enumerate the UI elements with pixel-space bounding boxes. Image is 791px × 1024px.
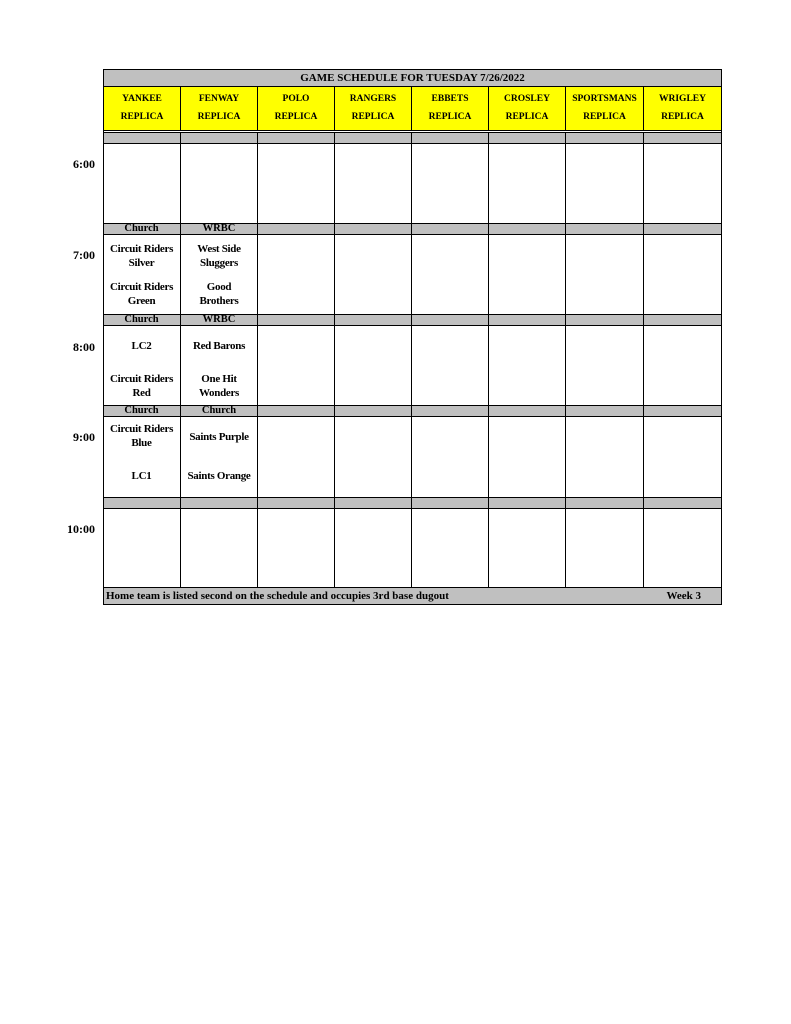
field-sub: REPLICA — [505, 112, 549, 122]
location-label: Church — [181, 406, 258, 416]
separator-cell — [489, 406, 566, 416]
team-name: LC2 — [131, 340, 152, 352]
field-cell — [258, 235, 335, 314]
field-cell — [103, 144, 181, 223]
game-entry — [103, 280, 180, 308]
separator-cell — [412, 498, 489, 508]
team-name: Circuit Riders — [109, 373, 174, 385]
time-label-9: 9:00 — [73, 430, 95, 444]
schedule-footer — [103, 587, 722, 605]
field-header-rangers — [335, 87, 412, 131]
game-entry — [103, 469, 180, 483]
team-name: Wonders — [198, 387, 240, 399]
field-cell — [566, 509, 644, 587]
separator-row — [103, 405, 722, 417]
field-cell — [566, 326, 644, 405]
field-name: FENWAY — [198, 94, 240, 104]
team-name: Blue — [131, 437, 152, 449]
game-entry — [181, 372, 257, 400]
field-cell — [335, 144, 412, 223]
location-label: Church — [103, 315, 181, 325]
team-name: Saints Orange — [187, 470, 251, 482]
game-entry — [103, 242, 180, 270]
field-header-crosley — [489, 87, 566, 131]
separator-row — [103, 223, 722, 235]
field-header-fenway — [181, 87, 258, 131]
separator-row — [103, 314, 722, 326]
game-entry — [103, 339, 180, 353]
separator-cell — [258, 133, 335, 143]
separator-cell — [335, 224, 412, 234]
time-block-6 — [103, 144, 722, 223]
field-cell — [566, 235, 644, 314]
field-cell-fenway — [181, 235, 258, 314]
separator-row — [103, 497, 722, 509]
game-entry — [181, 280, 257, 308]
separator-cell — [335, 498, 412, 508]
separator-cell — [566, 133, 644, 143]
separator-row — [103, 132, 722, 144]
field-header-polo — [258, 87, 335, 131]
field-name: SPORTSMANS — [572, 94, 637, 104]
field-cell — [489, 509, 566, 587]
field-cell-fenway — [181, 326, 258, 405]
field-sub: REPLICA — [197, 112, 241, 122]
separator-cell — [566, 315, 644, 325]
time-label-7: 7:00 — [73, 248, 95, 262]
separator-cell — [335, 406, 412, 416]
field-cell — [412, 509, 489, 587]
field-cell — [181, 509, 258, 587]
separator-cell — [489, 224, 566, 234]
time-block-8 — [103, 326, 722, 405]
field-header-wrigley — [644, 87, 722, 131]
separator-cell — [103, 498, 181, 508]
separator-cell — [412, 224, 489, 234]
field-header-sportsmans — [566, 87, 644, 131]
week-label: Week 3 — [666, 590, 701, 602]
schedule-table — [67, 69, 722, 605]
field-cell — [412, 144, 489, 223]
separator-cell — [103, 133, 181, 143]
schedule-title: GAME SCHEDULE FOR TUESDAY 7/26/2022 — [103, 69, 722, 87]
game-entry — [181, 430, 257, 444]
field-cell — [566, 417, 644, 497]
time-block-9 — [103, 417, 722, 497]
field-sub: REPLICA — [351, 112, 395, 122]
separator-cell — [489, 133, 566, 143]
table-border-right — [721, 69, 722, 605]
table-border-left — [103, 69, 104, 605]
field-sub: REPLICA — [583, 112, 626, 122]
game-entry — [181, 469, 257, 483]
team-name: One Hit — [201, 373, 237, 385]
location-label: WRBC — [181, 224, 258, 234]
team-name: West Side — [197, 243, 241, 255]
team-name: Circuit Riders — [109, 243, 174, 255]
time-block-7 — [103, 235, 722, 314]
separator-cell — [566, 498, 644, 508]
field-header-ebbets — [412, 87, 489, 131]
field-cell — [335, 235, 412, 314]
separator-cell — [412, 406, 489, 416]
separator-cell — [566, 406, 644, 416]
field-cell — [489, 235, 566, 314]
separator-cell — [258, 406, 335, 416]
separator-cell — [258, 224, 335, 234]
separator-cell — [412, 315, 489, 325]
team-name: Red Barons — [192, 340, 246, 352]
team-name: Good — [206, 281, 232, 293]
field-cell — [258, 144, 335, 223]
field-cell — [566, 144, 644, 223]
field-cell — [412, 235, 489, 314]
team-name: Saints Purple — [189, 431, 249, 443]
field-cell-yankee — [103, 326, 181, 405]
field-sub: REPLICA — [661, 112, 704, 122]
field-name: EBBETS — [431, 94, 469, 104]
team-name: Silver — [128, 257, 155, 269]
field-cell — [258, 509, 335, 587]
separator-cell — [335, 133, 412, 143]
field-name: YANKEE — [122, 94, 162, 104]
game-entry — [181, 339, 257, 353]
game-entry — [103, 372, 180, 400]
field-header-yankee — [103, 87, 181, 131]
time-label-8: 8:00 — [73, 340, 95, 354]
field-header-row — [103, 87, 722, 131]
separator-cell — [489, 315, 566, 325]
separator-cell — [412, 133, 489, 143]
separator-cell — [258, 498, 335, 508]
field-name: CROSLEY — [504, 94, 550, 104]
field-cell-yankee — [103, 235, 181, 314]
game-entry — [181, 242, 257, 270]
field-cell — [489, 144, 566, 223]
separator-cell — [181, 133, 258, 143]
field-name: POLO — [282, 94, 310, 104]
field-cell — [103, 509, 181, 587]
separator-cell — [258, 315, 335, 325]
team-name: LC1 — [131, 470, 152, 482]
field-cell-fenway — [181, 417, 258, 497]
field-sub: REPLICA — [120, 112, 164, 122]
team-name: Sluggers — [200, 257, 238, 269]
team-name: Red — [132, 387, 151, 399]
separator-cell — [566, 224, 644, 234]
field-name: RANGERS — [349, 94, 397, 104]
home-team-note: Home team is listed second on the schedule and occupies 3rd base dugout — [106, 590, 449, 602]
field-cell-yankee — [103, 417, 181, 497]
location-label: Church — [103, 406, 181, 416]
time-block-10 — [103, 509, 722, 587]
field-cell — [258, 326, 335, 405]
field-cell — [181, 144, 258, 223]
field-cell — [412, 417, 489, 497]
field-cell — [335, 326, 412, 405]
game-entry — [103, 422, 180, 450]
field-cell — [335, 417, 412, 497]
team-name: Brothers — [199, 295, 239, 307]
field-sub: REPLICA — [274, 112, 318, 122]
separator-cell — [181, 498, 258, 508]
team-name: Circuit Riders — [109, 423, 174, 435]
separator-cell — [489, 498, 566, 508]
team-name: Green — [127, 295, 156, 307]
field-cell — [335, 509, 412, 587]
separator-cell — [335, 315, 412, 325]
time-label-10: 10:00 — [67, 522, 95, 536]
field-cell — [258, 417, 335, 497]
field-sub: REPLICA — [428, 112, 472, 122]
field-cell — [412, 326, 489, 405]
location-label: WRBC — [181, 315, 258, 325]
field-name: WRIGLEY — [659, 94, 706, 104]
location-label: Church — [103, 224, 181, 234]
time-label-6: 6:00 — [73, 157, 95, 171]
field-cell — [489, 326, 566, 405]
team-name: Circuit Riders — [109, 281, 174, 293]
field-cell — [489, 417, 566, 497]
